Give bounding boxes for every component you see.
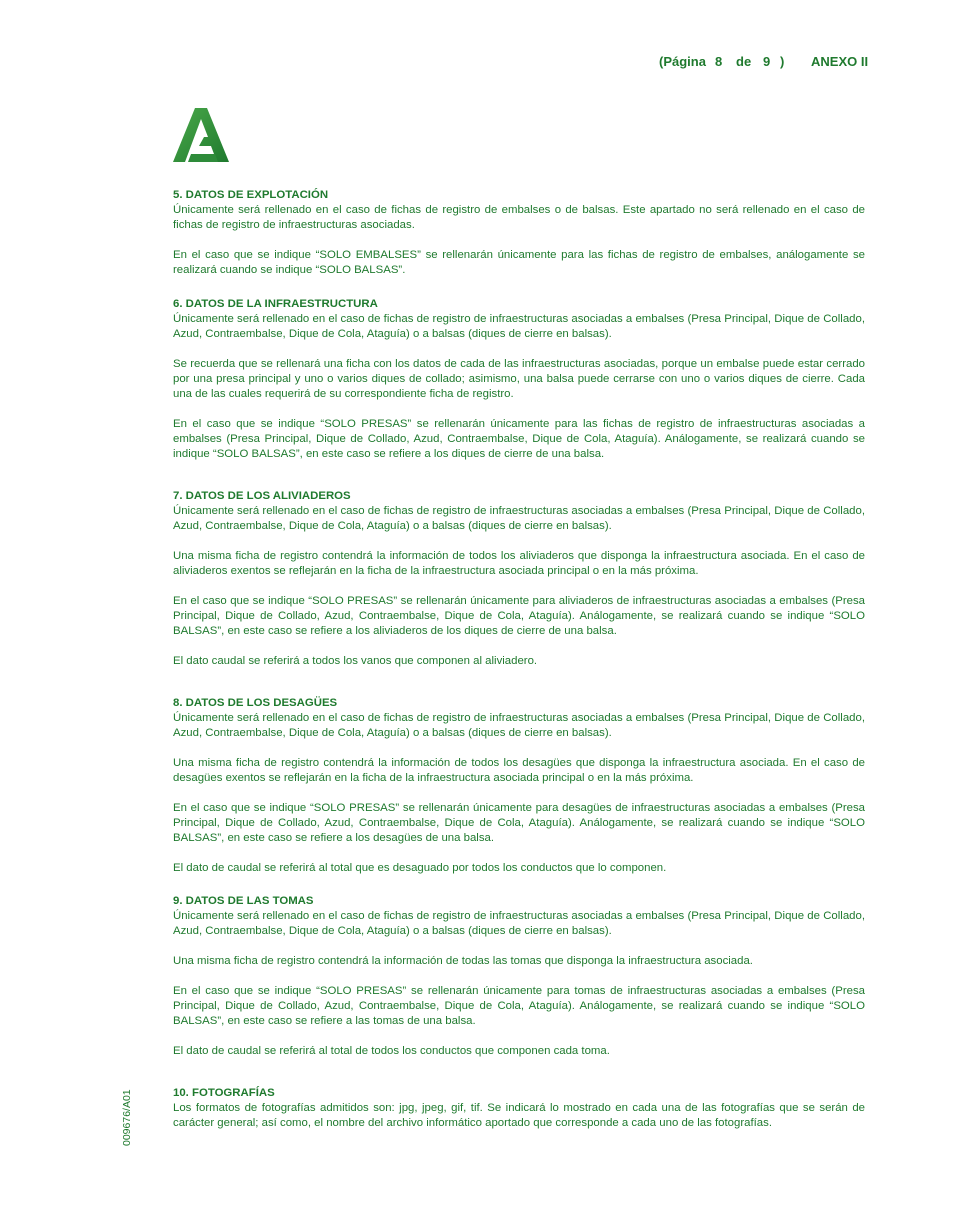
- paragraph: En el caso que se indique “SOLO EMBALSES” se rellenarán únicamente para las fichas de registro de embalses, análogamente se realizará cuando se indique “SOLO BALSAS”.: [173, 249, 865, 276]
- section-datos-tomas: [173, 894, 865, 1059]
- paragraph: El dato de caudal se referirá al total que es desaguado por todos los conductos que lo componen.: [173, 862, 667, 874]
- pagina-label: (Página: [659, 54, 706, 69]
- paragraph: En el caso que se indique “SOLO PRESAS” se rellenarán únicamente para las fichas de registro de infraestructuras asociadas a embalses (Presa Principal, Dique de Collado, Azud, Contraembalse, Dique de Cola, Ataguía). Análogamente, se realizará cuando se indique “SOLO BALSAS”, en este caso se refiere a los diques de cierre de una balsa.: [173, 418, 865, 460]
- paragraph: En el caso que se indique “SOLO PRESAS” se rellenarán únicamente para desagües de infraestructuras asociadas a embalses (Presa Principal, Dique de Collado, Azud, Contraembalse, Dique de Cola, Ataguía). Análogamente, se realizará cuando se indique “SOLO BALSAS”, en este caso se refiere a los desagües de una balsa.: [173, 802, 865, 844]
- paragraph: El dato de caudal se referirá al total de todos los conductos que componen cada toma.: [173, 1045, 610, 1057]
- section-datos-desagues: [173, 696, 865, 876]
- paragraph: Los formatos de fotografías admitidos son: jpg, jpeg, gif, tif. Se indicará lo mostrado en cada una de las fotografías que se serán de carácter general; así como, el nombre del archivo informático aportado que corresponde a cada uno de las fotografías.: [173, 1102, 865, 1129]
- paragraph: Únicamente será rellenado en el caso de fichas de registro de infraestructuras asociadas a embalses (Presa Principal, Dique de Collado, Azud, Contraembalse, Dique de Cola, Ataguía) o a balsas (diques de cierre en balsas).: [173, 910, 865, 937]
- section-datos-infraestructura: [173, 297, 865, 462]
- de-label: de: [736, 54, 752, 69]
- section-title: 7. DATOS DE LOS ALIVIADEROS: [173, 490, 351, 502]
- paragraph: En el caso que se indique “SOLO PRESAS” se rellenarán únicamente para tomas de infraestructuras asociadas a embalses (Presa Principal, Dique de Collado, Azud, Contraembalse, Dique de Cola, Ataguía). Análogamente, se realizará cuando se indique “SOLO BALSAS”, en este caso se refiere a las tomas de una balsa.: [173, 985, 865, 1027]
- section-datos-aliviaderos: [173, 489, 865, 669]
- paragraph: Una misma ficha de registro contendrá la información de todos los aliviaderos que disponga la infraestructura asociada. En el caso de aliviaderos exentos se reflejarán en la ficha de la infraestructura asociada principal o en la más próxima.: [173, 550, 865, 577]
- junta-andalucia-a-logo-icon: [171, 106, 231, 164]
- paragraph: El dato caudal se referirá a todos los vanos que componen al aliviadero.: [173, 655, 538, 667]
- document-body: [173, 188, 865, 1131]
- paragraph: Únicamente será rellenado en el caso de fichas de registro de infraestructuras asociadas a embalses (Presa Principal, Dique de Collado, Azud, Contraembalse, Dique de Cola, Ataguía) o a balsas (diques de cierre en balsas).: [173, 505, 865, 532]
- paragraph: Únicamente será rellenado en el caso de fichas de registro de embalses o de balsas. Este apartado no será rellenado en el caso de fichas de registro de infraestructuras asociadas.: [173, 204, 865, 231]
- section-title: 6. DATOS DE LA INFRAESTRUCTURA: [173, 298, 378, 310]
- paragraph: Únicamente será rellenado en el caso de fichas de registro de infraestructuras asociadas a embalses (Presa Principal, Dique de Collado, Azud, Contraembalse, Dique de Cola, Ataguía) o a balsas (diques de cierre en balsas).: [173, 712, 865, 739]
- paragraph: Una misma ficha de registro contendrá la información de todas las tomas que disponga la infraestructura asociada.: [173, 955, 753, 967]
- paragraph: Únicamente será rellenado en el caso de fichas de registro de infraestructuras asociadas a embalses (Presa Principal, Dique de Collado, Azud, Contraembalse, Dique de Cola, Ataguía) o a balsas (diques de cierre en balsas).: [173, 313, 865, 340]
- section-title: 9. DATOS DE LAS TOMAS: [173, 895, 314, 907]
- section-title: 10. FOTOGRAFÍAS: [173, 1087, 275, 1099]
- paragraph: En el caso que se indique “SOLO PRESAS” se rellenarán únicamente para aliviaderos de infraestructuras asociadas a embalses (Presa Principal, Dique de Collado, Azud, Contraembalse, Dique de Cola, Ataguía). Análogamente, se realizará cuando se indique “SOLO BALSAS”, en este caso se refiere a los aliviaderos de los diques de cierre de una balsa.: [173, 595, 865, 637]
- section-datos-explotacion: [173, 188, 865, 278]
- section-fotografias: [173, 1086, 865, 1131]
- section-title: 5. DATOS DE EXPLOTACIÓN: [173, 189, 329, 201]
- paragraph: Una misma ficha de registro contendrá la información de todos los desagües que disponga la infraestructura asociada. En el caso de desagües exentos se reflejarán en la ficha de la infraestructura asociada principal o en la más próxima.: [173, 757, 865, 784]
- total-pages: 9: [763, 54, 771, 69]
- document-code: 009676/A01: [121, 1089, 133, 1146]
- page-number: 8: [715, 54, 723, 69]
- paragraph: Se recuerda que se rellenará una ficha con los datos de cada de las infraestructuras asociadas, porque un embalse puede estar cerrado por una presa principal y uno o varios diques de collado; asimismo, una balsa puede cerrarse con uno o varios diques de cierre. Cada una de las cuales requerirá de su correspondiente ficha de registro.: [173, 358, 865, 400]
- section-title: 8. DATOS DE LOS DESAGÜES: [173, 697, 338, 709]
- annex-label: ANEXO II: [811, 54, 869, 69]
- page-header: [600, 54, 869, 74]
- close-paren: ): [780, 54, 785, 69]
